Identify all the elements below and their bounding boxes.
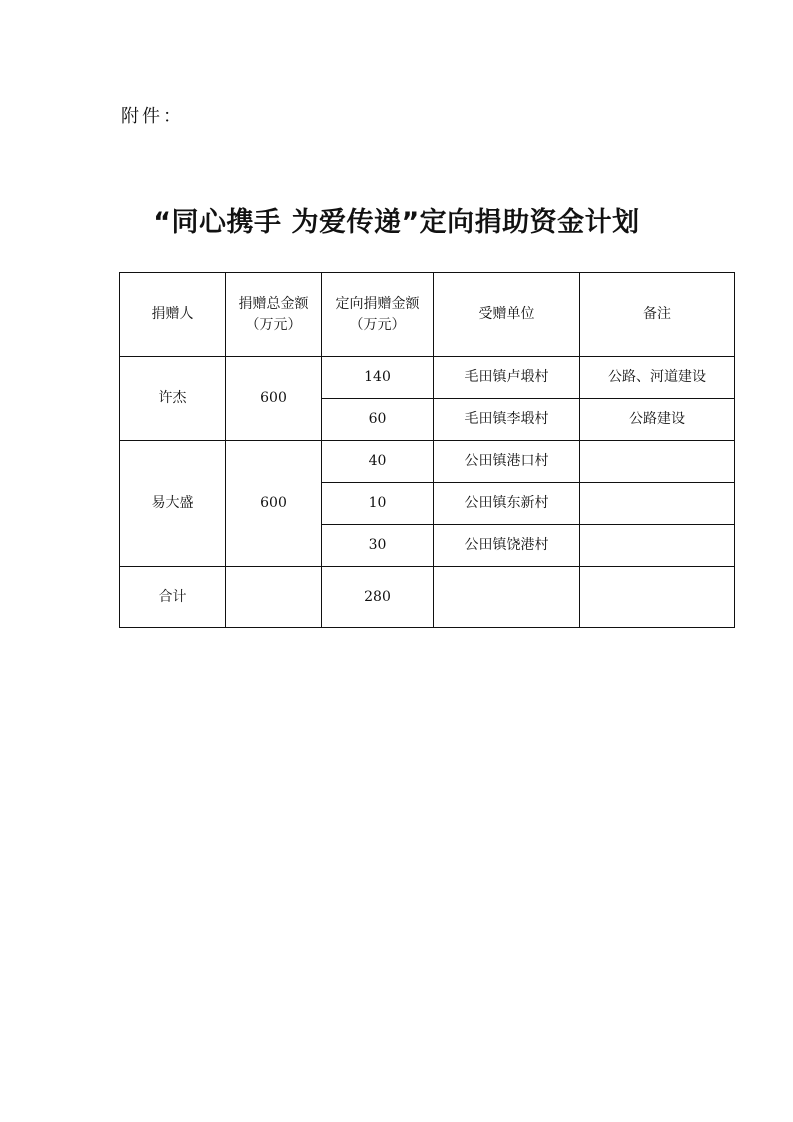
donor-cell: 许杰 — [120, 357, 226, 441]
directed-amount-cell: 10 — [322, 483, 434, 525]
header-total-amount-unit: （万元） — [245, 316, 302, 333]
remark-cell: 公路、河道建设 — [580, 357, 735, 399]
remark-cell: 公路建设 — [580, 399, 735, 441]
header-directed-amount — [322, 273, 434, 357]
total-sum-cell — [226, 567, 322, 628]
directed-amount-cell: 60 — [322, 399, 434, 441]
attachment-label: 附件： — [121, 106, 184, 127]
directed-amount-cell: 140 — [322, 357, 434, 399]
total-directed-amount-cell: 280 — [322, 567, 434, 628]
remark-cell — [580, 483, 735, 525]
header-directed-amount-label: 定向捐赠金额 — [335, 295, 420, 312]
remark-cell — [580, 441, 735, 483]
table-row — [120, 441, 735, 483]
document-title: “同心携手 为爱传递”定向捐助资金计划 — [153, 207, 640, 238]
recipient-cell: 公田镇饶港村 — [434, 525, 580, 567]
header-directed-amount-unit: （万元） — [349, 316, 406, 333]
remark-cell — [580, 525, 735, 567]
directed-amount-cell: 40 — [322, 441, 434, 483]
header-remarks: 备注 — [580, 273, 735, 357]
recipient-cell: 公田镇港口村 — [434, 441, 580, 483]
total-amount-cell: 600 — [226, 357, 322, 441]
table-total-row — [120, 567, 735, 628]
total-amount-cell: 600 — [226, 441, 322, 567]
recipient-cell: 公田镇东新村 — [434, 483, 580, 525]
donor-cell: 易大盛 — [120, 441, 226, 567]
directed-amount-cell: 30 — [322, 525, 434, 567]
total-remark-cell — [580, 567, 735, 628]
header-total-amount-label: 捐赠总金额 — [238, 295, 309, 312]
recipient-cell: 毛田镇卢塅村 — [434, 357, 580, 399]
total-label-cell: 合计 — [120, 567, 226, 628]
header-donor: 捐赠人 — [120, 273, 226, 357]
header-total-amount — [226, 273, 322, 357]
table-row — [120, 357, 735, 399]
recipient-cell: 毛田镇李塅村 — [434, 399, 580, 441]
table-header-row — [120, 273, 735, 357]
total-recipient-cell — [434, 567, 580, 628]
header-recipient: 受赠单位 — [434, 273, 580, 357]
donation-plan-table — [119, 272, 735, 628]
